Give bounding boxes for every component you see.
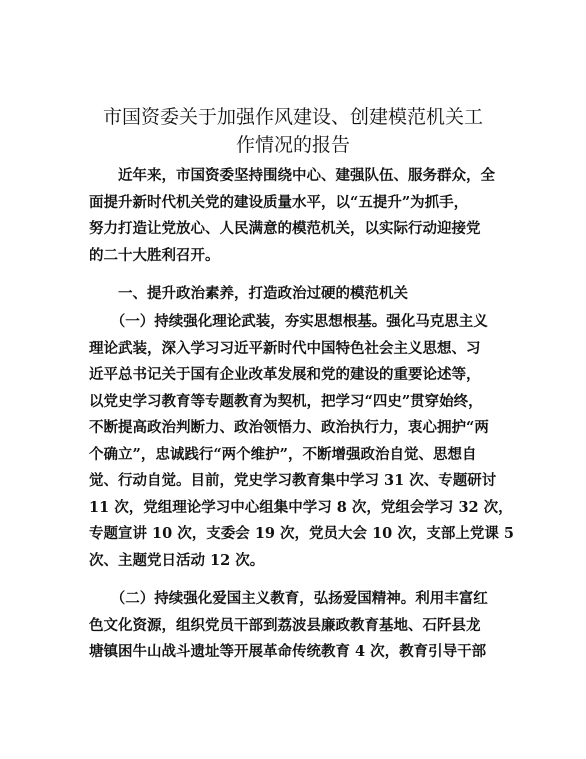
paragraph-line: 塘镇困牛山战斗遗址等开展革命传统教育 4 次，教育引导干部 [89, 643, 487, 660]
paragraph-line: 不断提高政治判断力、政治领悟力、政治执行力，衷心拥护“两 [89, 419, 489, 436]
intro-line: 努力打造让党放心、人民满意的模范机关，以实际行动迎接党 [89, 220, 481, 237]
paragraph-line: 个确立”，忠诚践行“两个维护”，不断增强政治自觉、思想自 [89, 445, 477, 463]
intro-paragraph [89, 163, 499, 269]
paragraph-line: （二）持续强化爱国主义教育，弘扬爱国精神。利用丰富红 [89, 590, 488, 607]
paragraph-line: （一）持续强化理论武装，夯实思想根基。强化马克思主义 [89, 313, 488, 330]
paragraph-1 [89, 309, 514, 574]
paragraph-line: 专题宣讲 10 次，支委会 19 次，党员大会 10 次，支部上党课 5 [89, 525, 514, 542]
section-1-heading [89, 281, 499, 308]
paragraph-2 [89, 586, 499, 666]
intro-line: 面提升新时代机关党的建设质量水平，以“五提升”为抓手， [89, 193, 469, 211]
document-title-line-2: 作情况的报告 [235, 134, 350, 156]
paragraph-line: 11 次，党组理论学习中心组集中学习 8 次，党组会学习 32 次， [89, 498, 513, 516]
document-title-line-1: 市国资委关于加强作风建设、创建模范机关工 [102, 106, 483, 128]
paragraph-line: 近平总书记关于国有企业改革发展和党的建设的重要论述等， [89, 366, 481, 383]
paragraph-line: 理论武装，深入学习习近平新时代中国特色社会主义思想、习 [89, 339, 481, 357]
paragraph-line: 觉、行动自觉。目前，党史学习教育集中学习 31 次、专题研讨 [89, 472, 497, 489]
paragraph-line: 次、主题党日活动 12 次。 [89, 551, 265, 569]
intro-line: 的二十大胜利召开。 [89, 246, 220, 264]
intro-line: 近年来，市国资委坚持围绕中心、建强队伍、服务群众，全 [89, 167, 495, 184]
paragraph-line: 色文化资源，组织党员干部到荔波县廉政教育基地、石阡县龙 [89, 616, 481, 634]
paragraph-line: 以党史学习教育等专题教育为契机，把学习“四史”贯穿始终， [89, 392, 483, 410]
section-heading-text: 一、提升政治素养，打造政治过硬的模范机关 [89, 285, 408, 302]
